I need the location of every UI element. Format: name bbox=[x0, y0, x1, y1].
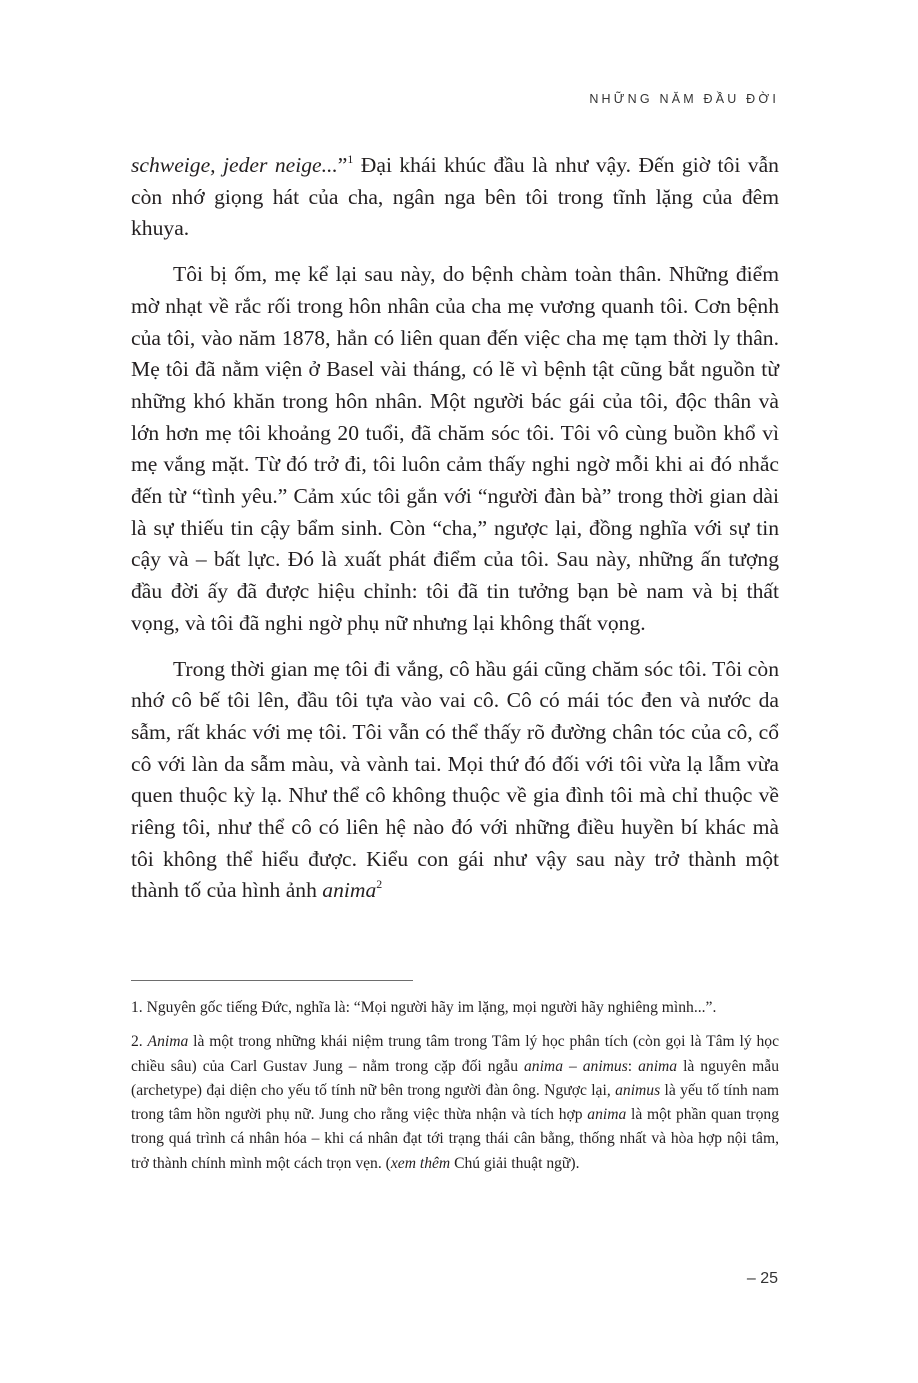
paragraph-1 bbox=[131, 150, 779, 245]
italic-lead: schweige, jeder neige... bbox=[131, 153, 338, 177]
paragraph-1-text: Đại khái khúc đầu là như vậy. Đến giờ tôi vẫn còn nhớ giọng hát của cha, ngân nga bên tôi trong tĩnh lặng của đêm khuya. bbox=[131, 153, 779, 241]
footnote-2-text-6: là một phần quan trọng trong quá trình cá nhân hóa – khi cá nhân đạt tới trạng thái cân bằng, thống nhất và hòa hợp nội tâm, trở thành chính mình một cách trọn vẹn. ( bbox=[131, 1106, 779, 1172]
footnote-2-text-5: là yếu tố tính nam trong tâm hồn người phụ nữ. Jung cho rằng việc thừa nhận và tích hợp bbox=[131, 1081, 779, 1124]
footnote-divider bbox=[131, 980, 413, 981]
footnote-2-text-2: – bbox=[562, 1057, 583, 1075]
footnote-2-text-3: : bbox=[627, 1057, 639, 1075]
footnote-2 bbox=[131, 1030, 779, 1176]
paragraph-2: Tôi bị ốm, mẹ kể lại sau này, do bệnh chàm toàn thân. Những điểm mờ nhạt về rắc rối trong hôn nhân của cha mẹ vương quanh tôi. Cơn bệnh của tôi, vào năm 1878, hẳn có liên quan đến việc cha mẹ tạm thời ly thân. Mẹ tôi đã nằm viện ở Basel vài tháng, có lẽ vì bệnh tật cũng bắt nguồn từ những khó khăn trong hôn nhân. Một người bác gái của tôi, độc thân và lớn hơn mẹ tôi khoảng 20 tuổi, đã chăm sóc tôi. Tôi vô cùng buồn khổ vì mẹ vắng mặt. Từ đó trở đi, tôi luôn cảm thấy nghi ngờ mỗi khi ai đó nhắc đến từ “tình yêu.” Cảm xúc tôi gắn với “người đàn bà” trong thời gian dài là sự thiếu tin cậy bẩm sinh. Còn “cha,” ngược lại, đồng nghĩa với sự tin cậy và – bất lực. Đó là xuất phát điểm của tôi. Sau này, những ấn tượng đầu đời ấy đã được hiệu chỉnh: tôi đã tin tưởng bạn bè nam và bị thất vọng, và tôi đã nghi ngờ phụ nữ nhưng lại không thất vọng. bbox=[131, 262, 779, 635]
italic-anima-1: anima bbox=[524, 1057, 563, 1075]
paragraph-3-text: Trong thời gian mẹ tôi đi vắng, cô hầu gái cũng chăm sóc tôi. Tôi còn nhớ cô bế tôi lên, đầu tôi tựa vào vai cô. Cô có mái tóc đen và nước da sẫm, rất khác với mẹ tôi. Tôi vẫn có thể thấy rõ đường chân tóc của cô, cổ cô với làn da sẫm màu, và vành tai. Mọi thứ đó đối với tôi vừa lạ lẫm vừa quen thuộc kỳ lạ. Như thể cô không thuộc về gia đình tôi mà chỉ thuộc về riêng tôi, như thể cô có liên hệ nào đó với những điều huyền bí khác mà tôi không thể hiểu được. Kiểu con gái như vậy sau này trở thành một thành tố của hình ảnh bbox=[131, 656, 779, 903]
main-text bbox=[131, 150, 779, 907]
page-number: – 25 bbox=[746, 1270, 778, 1287]
term-anima: Anima bbox=[147, 1033, 189, 1051]
quote-close: ” bbox=[337, 153, 348, 177]
footnote-2-number: 2. bbox=[131, 1033, 148, 1051]
footnote-ref-1[interactable]: 1 bbox=[347, 152, 354, 167]
paragraph-3 bbox=[131, 654, 779, 908]
italic-anima-2: anima bbox=[638, 1057, 678, 1075]
footnote-2-text-4: là nguyên mẫu (archetype) đại diện cho yếu tố tính nữ bên trong người đàn ông. Ngược lại, bbox=[131, 1057, 780, 1099]
italic-animus-1: animus bbox=[582, 1057, 628, 1075]
italic-animus-2: animus bbox=[615, 1081, 661, 1099]
footnote-2-text-7: Chú giải thuật ngữ). bbox=[450, 1154, 580, 1172]
italic-anima-3: anima bbox=[587, 1106, 627, 1124]
running-header: NHỮNG NĂM ĐẦU ĐỜI bbox=[589, 92, 779, 106]
footnote-2-text-1: là một trong những khái niệm trung tâm trong Tâm lý học phân tích (còn gọi là Tâm lý học chiều sâu) của Carl Gustav Jung – nằm trong cặp đối ngẫu bbox=[131, 1033, 779, 1075]
italic-anima: anima bbox=[322, 878, 377, 903]
footnotes bbox=[131, 996, 779, 1176]
italic-xem-them: xem thêm bbox=[390, 1154, 451, 1172]
footnote-ref-2[interactable]: 2 bbox=[376, 877, 383, 892]
footnote-1: 1. Nguyên gốc tiếng Đức, nghĩa là: “Mọi người hãy im lặng, mọi người hãy nghiêng mình...”. bbox=[131, 999, 717, 1016]
